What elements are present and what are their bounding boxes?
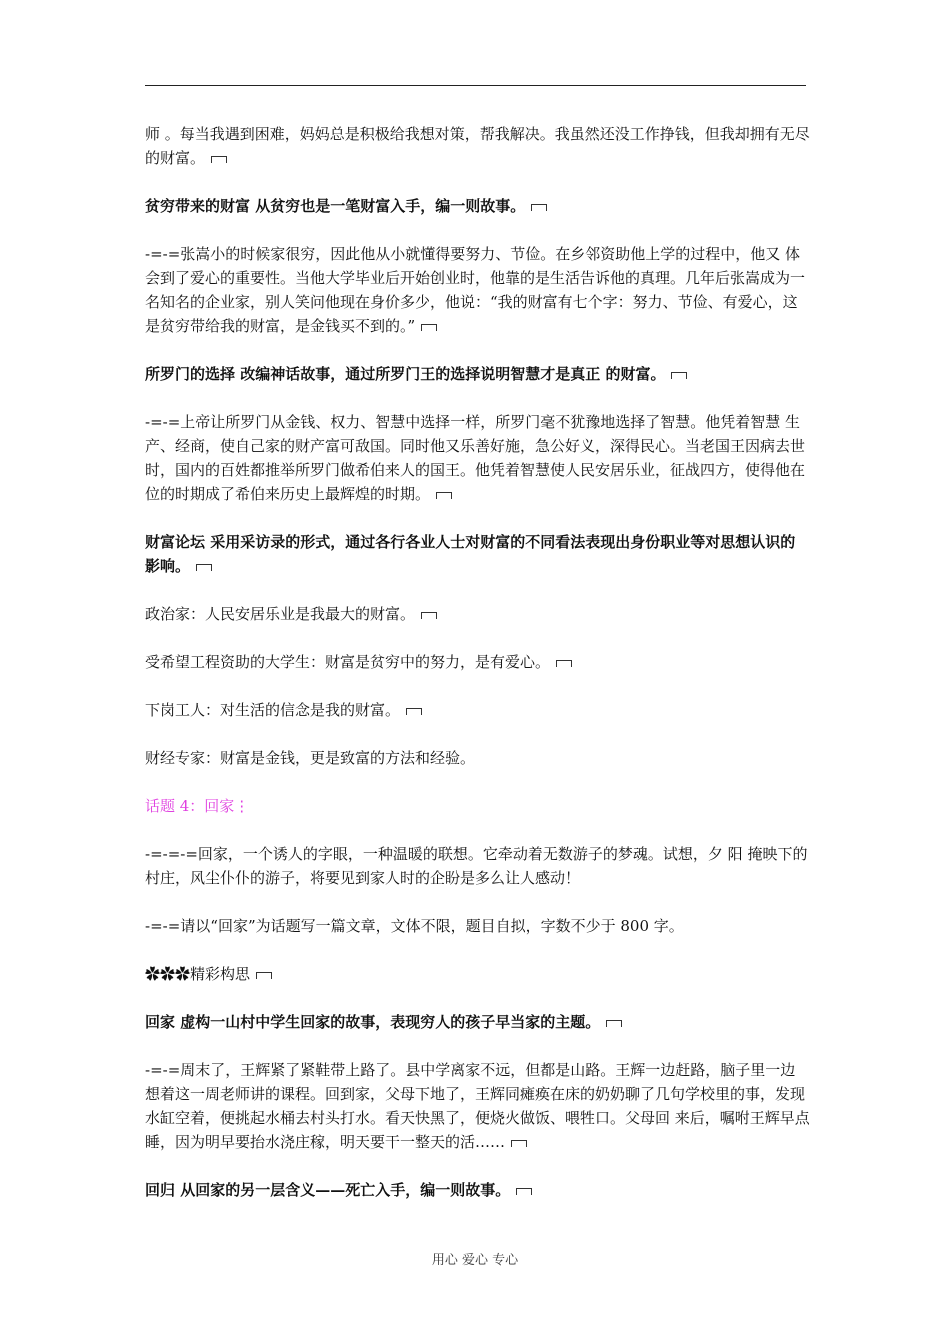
paragraph-mark-icon bbox=[256, 972, 272, 979]
document-body bbox=[145, 122, 810, 1226]
body-paragraph bbox=[145, 602, 810, 626]
paragraph-mark-icon bbox=[421, 324, 437, 331]
header-rule bbox=[145, 85, 806, 86]
paragraph-text: ✿✿✿精彩构思 bbox=[145, 965, 251, 983]
section-heading bbox=[145, 362, 810, 386]
body-paragraph bbox=[145, 698, 810, 722]
body-paragraph bbox=[145, 794, 810, 818]
section-heading bbox=[145, 530, 810, 578]
body-paragraph bbox=[145, 842, 810, 890]
paragraph-mark-icon bbox=[556, 660, 572, 667]
paragraph-mark-icon bbox=[516, 1188, 532, 1195]
paragraph-text: 财经专家：财富是金钱，更是致富的方法和经验。 bbox=[145, 749, 476, 767]
body-paragraph bbox=[145, 650, 810, 674]
paragraph-text: 财富论坛 采用采访录的形式，通过各行各业人士对财富的不同看法表现出身份职业等对思想认识的影响。 bbox=[145, 533, 796, 575]
body-paragraph bbox=[145, 122, 810, 170]
body-paragraph bbox=[145, 746, 810, 770]
paragraph-text: -=-=请以“回家”为话题写一篇文章，文体不限，题目自拟，字数不少于 800 字。 bbox=[145, 917, 684, 935]
paragraph-text: 受希望工程资助的大学生：财富是贫穷中的努力，是有爱心。 bbox=[145, 653, 551, 671]
page-footer: 用心 爱心 专心 bbox=[431, 1253, 519, 1268]
paragraph-mark-icon bbox=[606, 1020, 622, 1027]
section-heading bbox=[145, 1010, 810, 1034]
paragraph-text: 师 。每当我遇到困难，妈妈总是积极给我想对策，帮我解决。我虽然还没工作挣钱，但我却拥有无尽的财富。 bbox=[145, 125, 810, 167]
paragraph-mark-icon bbox=[196, 564, 212, 571]
body-paragraph bbox=[145, 914, 810, 938]
body-paragraph bbox=[145, 1058, 810, 1154]
paragraph-text: 回家 虚构一山村中学生回家的故事，表现穷人的孩子早当家的主题。 bbox=[145, 1013, 601, 1031]
paragraph-text: 所罗门的选择 改编神话故事，通过所罗门王的选择说明智慧才是真正 的财富。 bbox=[145, 365, 666, 383]
paragraph-text: -=-=-=回家，一个诱人的字眼，一种温暖的联想。它牵动着无数游子的梦魂。试想，夕 阳 掩映下的村庄，风尘仆仆的游子，将要见到家人时的企盼是多么让人感动！ bbox=[145, 845, 808, 887]
paragraph-text: 下岗工人：对生活的信念是我的财富。 bbox=[145, 701, 401, 719]
paragraph-mark-icon bbox=[211, 156, 227, 163]
paragraph-text: -=-=张嵩小的时候家很穷，因此他从小就懂得要努力、节俭。在乡邻资助他上学的过程中，他又 体会到了爱心的重要性。当他大学毕业后开始创业时，他靠的是生活告诉他的真理。几年后张嵩成为一名知名的企业家，别人笑问他现在身价多少，他说：“我的财富有七个字：努力、节俭、有爱心，这是贫穷带给我的财富，是金钱买不到的。” bbox=[145, 245, 806, 335]
paragraph-text: -=-=上帝让所罗门从金钱、权力、智慧中选择一样，所罗门毫不犹豫地选择了智慧。他凭着智慧 生产、经商，使自己家的财产富可敌国。同时他又乐善好施，急公好义，深得民心。当老国王因病去世时，国内的百姓都推举所罗门做希伯来人的国王。他凭着智慧使人民安居乐业，征战四方，使得他在位的时期成了希伯来历史上最辉煌的时期。 bbox=[145, 413, 806, 503]
paragraph-text: -=-=周末了，王辉紧了紧鞋带上路了。县中学离家不远，但都是山路。王辉一边赶路，脑子里一边想着这一周老师讲的课程。回到家，父母下地了，王辉同瘫痪在床的奶奶聊了几句学校里的事，发现水缸空着，便挑起水桶去村头打水。看天快黑了，便烧火做饭、喂牲口。父母回 来后，嘱咐王辉早点睡，因为明早要抬水浇庄稼，明天要干一整天的活…… bbox=[145, 1061, 810, 1151]
body-paragraph bbox=[145, 962, 810, 986]
paragraph-mark-icon bbox=[421, 612, 437, 619]
body-paragraph bbox=[145, 242, 810, 338]
section-heading bbox=[145, 1178, 810, 1202]
paragraph-mark-icon bbox=[531, 204, 547, 211]
paragraph-mark-icon bbox=[511, 1140, 527, 1147]
paragraph-text: 回归 从回家的另一层含义——死亡入手，编一则故事。 bbox=[145, 1181, 511, 1199]
paragraph-mark-icon bbox=[436, 492, 452, 499]
paragraph-mark-icon bbox=[671, 372, 687, 379]
paragraph-mark-icon bbox=[406, 708, 422, 715]
section-heading bbox=[145, 194, 810, 218]
body-paragraph bbox=[145, 410, 810, 506]
paragraph-text: 贫穷带来的财富 从贫穷也是一笔财富入手，编一则故事。 bbox=[145, 197, 526, 215]
paragraph-text: 政治家：人民安居乐业是我最大的财富。 bbox=[145, 605, 416, 623]
paragraph-text: 话题 4：回家⋮ bbox=[145, 797, 250, 815]
